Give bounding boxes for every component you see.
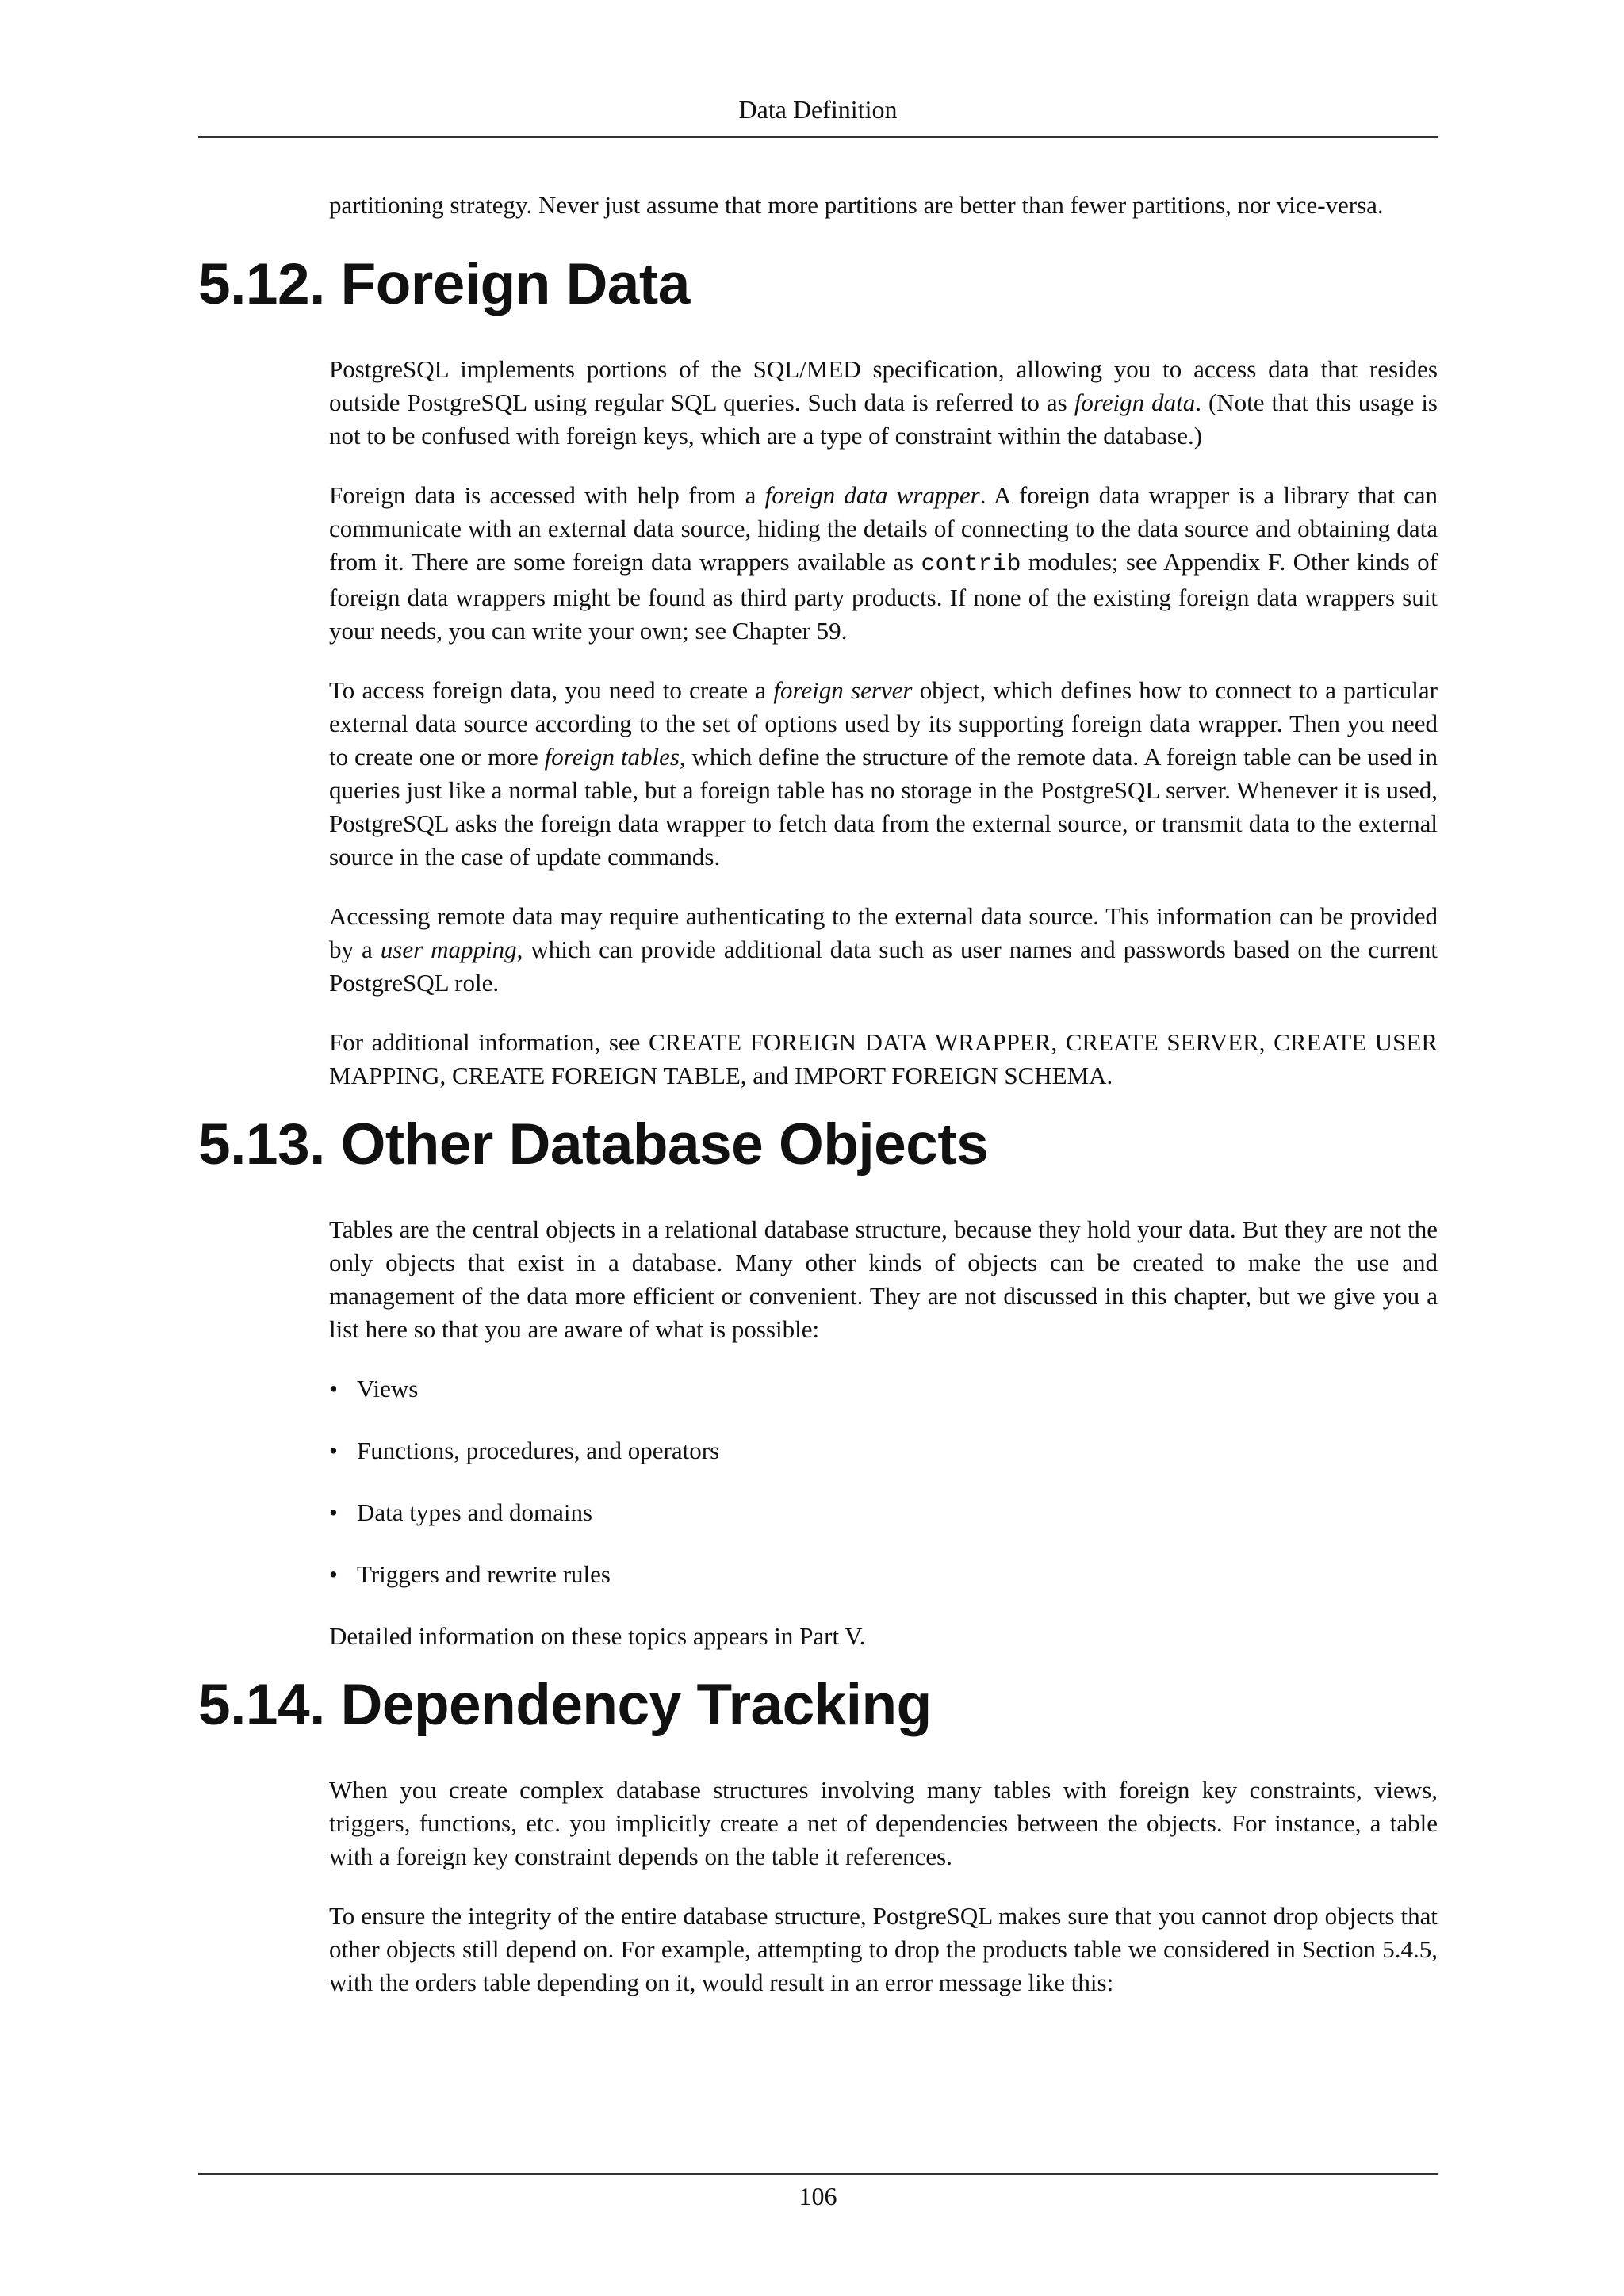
page-content (198, 189, 1438, 2026)
header-rule (198, 136, 1438, 138)
other-objects-paragraph-1: Tables are the central objects in a relational database structure, because they hold your data. But they are not the only objects that exist in a database. Many other kinds of objects can be created to make the use and management of the data more efficient or convenient. They are not discussed in this chapter, but we give you a list here so that you are aware of what is possible: (329, 1215, 1438, 1343)
database-objects-list (329, 1372, 1438, 1591)
foreign-data-paragraph-5: For additional information, see CREATE FOREIGN DATA WRAPPER, CREATE SERVER, CREATE USER MAPPING, CREATE FOREIGN TABLE, and IMPORT FOREIGN SCHEMA. (329, 1028, 1438, 1089)
code-contrib: contrib (921, 551, 1021, 578)
term-foreign-data: foreign data (1074, 388, 1196, 416)
other-objects-paragraph-2: Detailed information on these topics appears in Part V. (329, 1622, 866, 1650)
bullet-icon: • (329, 1375, 338, 1402)
dependency-paragraph-2: To ensure the integrity of the entire database structure, PostgreSQL makes sure that you cannot drop objects that other objects still depend on. For example, attempting to drop the products table we considered in Section 5.4.5, with the orders table depending on it, would result in an error message like this: (329, 1902, 1438, 1996)
list-item: • Data types and domains (329, 1496, 1438, 1529)
foreign-data-paragraph-2: Foreign data is accessed with help from a foreign data wrapper. A foreign data wrapper is a library that can communicate with an external data source, hiding the details of connecting to the data source and obtaining data from it. There are some foreign data wrappers available as contrib modules; see Appendix F. Other kinds of foreign data wrappers might be found as third party products. If none of the existing foreign data wrappers suit your needs, you can write your own; see Chapter 59. (329, 481, 1438, 645)
intro-paragraph: partitioning strategy. Never just assume that more partitions are better than fewer partitions, nor vice-versa. (329, 191, 1384, 219)
list-item: • Triggers and rewrite rules (329, 1558, 1438, 1591)
page-number: 106 (799, 2182, 837, 2210)
list-item: • Functions, procedures, and operators (329, 1434, 1438, 1468)
section-heading-dependency-tracking: 5.14. Dependency Tracking (198, 1673, 932, 1737)
dependency-paragraph-1: When you create complex database structures involving many tables with foreign key constraints, views, triggers, functions, etc. you implicitly create a net of dependencies between the objects. For instance, a table with a foreign key constraint depends on the table it references. (329, 1776, 1438, 1870)
foreign-data-paragraph-4: Accessing remote data may require authenticating to the external data source. This information can be provided by a user mapping, which can provide additional data such as user names and passwords based on the current PostgreSQL role. (329, 902, 1438, 997)
section-heading-foreign-data: 5.12. Foreign Data (198, 252, 690, 316)
bullet-icon: • (329, 1437, 338, 1464)
term-foreign-data-wrapper: foreign data wrapper (764, 481, 980, 509)
foreign-data-paragraph-3: To access foreign data, you need to create a foreign server object, which defines how to connect to a particular external data source according to the set of options used by its supporting foreign data wrapper. Then you need to create one or more foreign tables, which define the structure of the remote data. A foreign table can be used in queries just like a normal table, but a foreign table has no storage in the PostgreSQL server. Whenever it is used, PostgreSQL asks the foreign data wrapper to fetch data from the external source, or transmit data to the external source in the case of update commands. (329, 676, 1438, 871)
footer-rule (198, 2173, 1438, 2175)
running-header: Data Definition (738, 95, 898, 124)
term-user-mapping: user mapping (380, 936, 517, 963)
list-item: • Views (329, 1372, 1438, 1406)
term-foreign-server: foreign server (773, 676, 913, 704)
section-heading-other-database-objects: 5.13. Other Database Objects (198, 1112, 989, 1177)
foreign-data-paragraph-1: PostgreSQL implements portions of the SQL/MED specification, allowing you to access data that resides outside PostgreSQL using regular SQL queries. Such data is referred to as foreign data. (Note that this usage is not to be confused with foreign keys, which are a type of constraint within the database.) (329, 355, 1438, 450)
term-foreign-tables: foreign tables (544, 743, 680, 771)
bullet-icon: • (329, 1560, 338, 1588)
bullet-icon: • (329, 1498, 338, 1526)
